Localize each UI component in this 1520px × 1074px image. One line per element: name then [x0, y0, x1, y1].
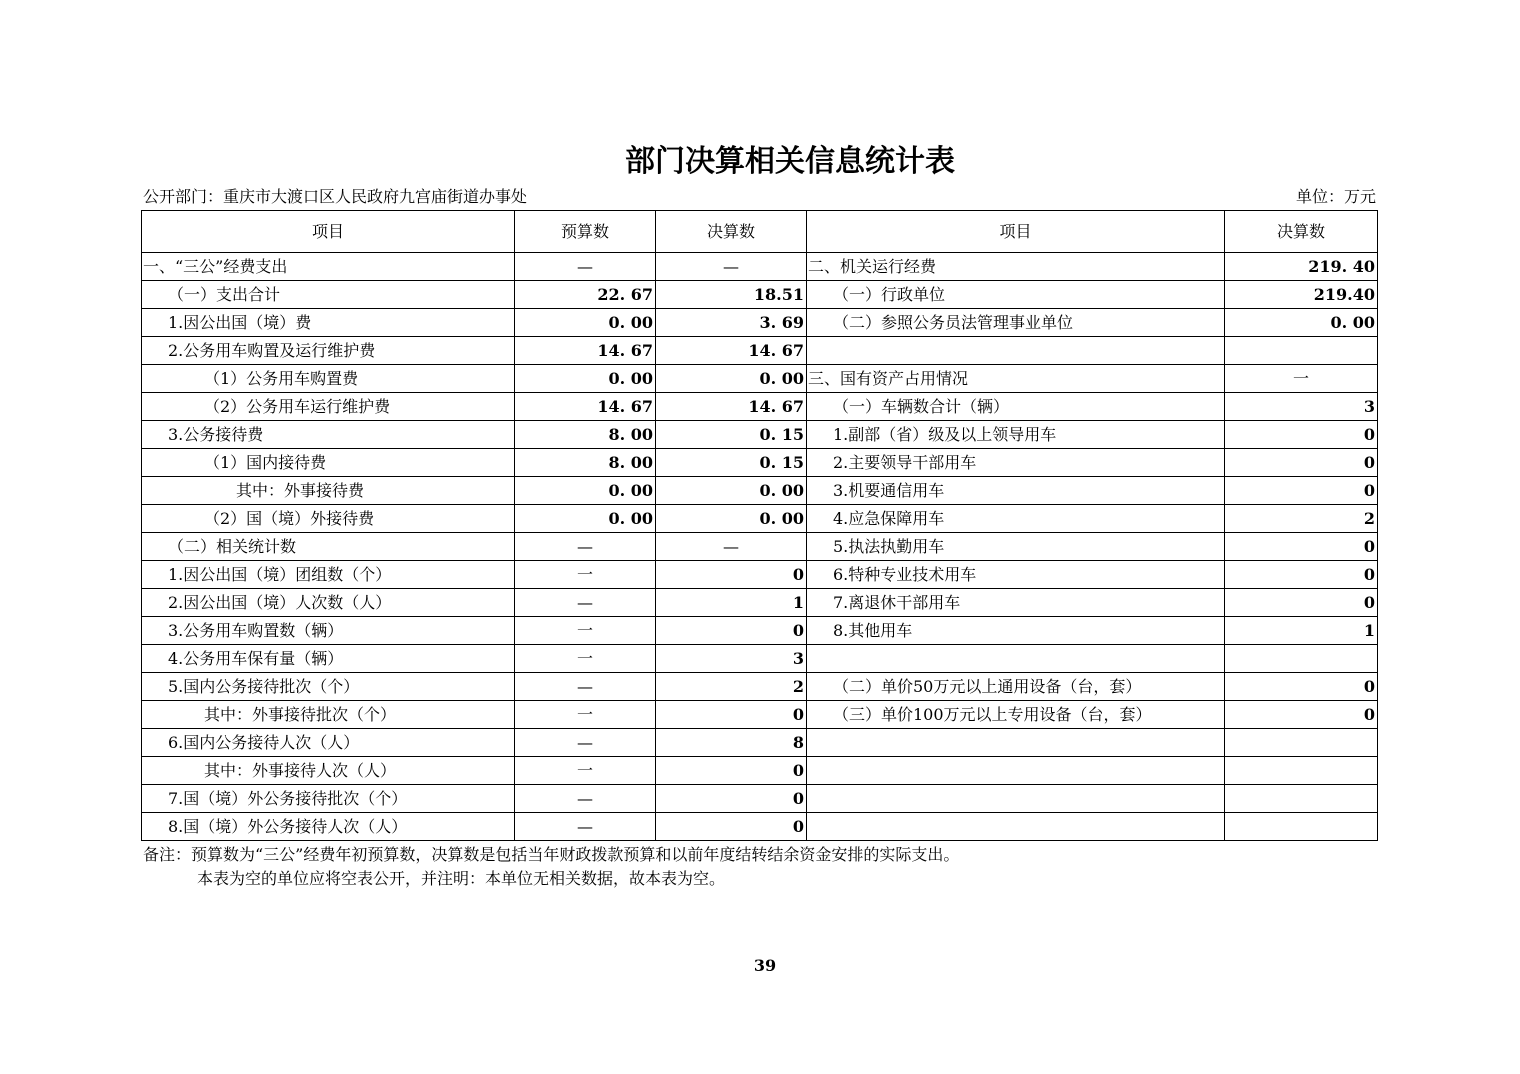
- table-row: [142, 253, 1378, 281]
- right-value-cell: 219. 40: [1225, 253, 1378, 281]
- budget-cell: 0. 00: [515, 505, 656, 533]
- budget-cell: —: [515, 533, 656, 561]
- left-item-cell: （一）支出合计: [142, 281, 515, 309]
- budget-cell: 一: [515, 561, 656, 589]
- table-row: [142, 477, 1378, 505]
- right-item-cell: [807, 813, 1225, 841]
- left-item-cell: 5.国内公务接待批次（个）: [142, 673, 515, 701]
- budget-cell: 0. 00: [515, 365, 656, 393]
- table-row: [142, 337, 1378, 365]
- right-item-cell: 2.主要领导干部用车: [807, 449, 1225, 477]
- right-value-cell: 0. 00: [1225, 309, 1378, 337]
- table-row: [142, 729, 1378, 757]
- left-item-cell: 6.国内公务接待人次（人）: [142, 729, 515, 757]
- final-cell: 0. 15: [656, 421, 807, 449]
- table-row: [142, 757, 1378, 785]
- final-cell: 1: [656, 589, 807, 617]
- right-item-cell: 7.离退休干部用车: [807, 589, 1225, 617]
- left-item-cell: 其中：外事接待批次（个）: [142, 701, 515, 729]
- right-value-cell: 0: [1225, 589, 1378, 617]
- right-value-cell: 219.40: [1225, 281, 1378, 309]
- right-item-cell: 5.执法执勤用车: [807, 533, 1225, 561]
- right-item-cell: 1.副部（省）级及以上领导用车: [807, 421, 1225, 449]
- table-row: [142, 701, 1378, 729]
- header-right-value: 决算数: [1225, 211, 1378, 253]
- right-item-cell: 8.其他用车: [807, 617, 1225, 645]
- right-value-cell: 0: [1225, 701, 1378, 729]
- final-cell: 3. 69: [656, 309, 807, 337]
- budget-cell: 22. 67: [515, 281, 656, 309]
- budget-cell: 0. 00: [515, 309, 656, 337]
- department-label: 公开部门：重庆市大渡口区人民政府九宫庙街道办事处: [143, 187, 528, 206]
- right-value-cell: 0: [1225, 561, 1378, 589]
- left-item-cell: 4.公务用车保有量（辆）: [142, 645, 515, 673]
- budget-cell: —: [515, 673, 656, 701]
- statistics-table: [141, 210, 1378, 841]
- left-item-cell: 2.因公出国（境）人次数（人）: [142, 589, 515, 617]
- unit-label: 单位：万元: [1295, 187, 1376, 206]
- header-final: 决算数: [656, 211, 807, 253]
- right-value-cell: 3: [1225, 393, 1378, 421]
- table-row: [142, 589, 1378, 617]
- final-cell: 3: [656, 645, 807, 673]
- budget-cell: —: [515, 729, 656, 757]
- right-item-cell: 4.应急保障用车: [807, 505, 1225, 533]
- left-item-cell: （2）公务用车运行维护费: [142, 393, 515, 421]
- left-item-cell: 2.公务用车购置及运行维护费: [142, 337, 515, 365]
- note-line: 本表为空的单位应将空表公开，并注明：本单位无相关数据，故本表为空。: [197, 869, 726, 888]
- table-row: [142, 393, 1378, 421]
- right-item-cell: （三）单价100万元以上专用设备（台，套）: [807, 701, 1225, 729]
- table-row: [142, 813, 1378, 841]
- table-row: [142, 365, 1378, 393]
- left-item-cell: 其中：外事接待人次（人）: [142, 757, 515, 785]
- left-item-cell: 3.公务用车购置数（辆）: [142, 617, 515, 645]
- header-left-item: 项目: [142, 211, 515, 253]
- right-value-cell: [1225, 337, 1378, 365]
- notes: [143, 843, 959, 891]
- left-item-cell: 8.国（境）外公务接待人次（人）: [142, 813, 515, 841]
- right-value-cell: [1225, 729, 1378, 757]
- right-item-cell: （二）参照公务员法管理事业单位: [807, 309, 1225, 337]
- budget-cell: —: [515, 253, 656, 281]
- right-item-cell: 二、机关运行经费: [807, 253, 1225, 281]
- budget-cell: —: [515, 785, 656, 813]
- table-row: [142, 281, 1378, 309]
- page-number: 39: [753, 956, 777, 975]
- right-value-cell: 0: [1225, 533, 1378, 561]
- final-cell: 0. 00: [656, 477, 807, 505]
- final-cell: 2: [656, 673, 807, 701]
- table-row: [142, 561, 1378, 589]
- table-row: [142, 505, 1378, 533]
- right-value-cell: 1: [1225, 617, 1378, 645]
- budget-cell: 8. 00: [515, 421, 656, 449]
- left-item-cell: （1）国内接待费: [142, 449, 515, 477]
- final-cell: 0: [656, 561, 807, 589]
- final-cell: 0: [656, 617, 807, 645]
- right-value-cell: 0: [1225, 477, 1378, 505]
- final-cell: 8: [656, 729, 807, 757]
- table-row: [142, 617, 1378, 645]
- final-cell: 14. 67: [656, 337, 807, 365]
- budget-cell: —: [515, 813, 656, 841]
- budget-cell: 0. 00: [515, 477, 656, 505]
- right-item-cell: [807, 729, 1225, 757]
- final-cell: 0: [656, 757, 807, 785]
- right-value-cell: 一: [1225, 365, 1378, 393]
- final-cell: 18.51: [656, 281, 807, 309]
- table-row: [142, 309, 1378, 337]
- final-cell: 0: [656, 701, 807, 729]
- left-item-cell: （1）公务用车购置费: [142, 365, 515, 393]
- table-row: [142, 421, 1378, 449]
- final-cell: 0. 00: [656, 365, 807, 393]
- budget-cell: 一: [515, 617, 656, 645]
- final-cell: 0: [656, 813, 807, 841]
- right-value-cell: [1225, 785, 1378, 813]
- final-cell: —: [656, 253, 807, 281]
- final-cell: —: [656, 533, 807, 561]
- right-value-cell: 0: [1225, 673, 1378, 701]
- right-item-cell: 三、国有资产占用情况: [807, 365, 1225, 393]
- header-budget: 预算数: [515, 211, 656, 253]
- right-value-cell: 0: [1225, 421, 1378, 449]
- right-item-cell: 3.机要通信用车: [807, 477, 1225, 505]
- budget-cell: —: [515, 589, 656, 617]
- table-row: [142, 533, 1378, 561]
- left-item-cell: 一、“三公”经费支出: [142, 253, 515, 281]
- right-value-cell: 0: [1225, 449, 1378, 477]
- table-row: [142, 673, 1378, 701]
- budget-cell: 一: [515, 757, 656, 785]
- right-value-cell: [1225, 757, 1378, 785]
- table-row: [142, 449, 1378, 477]
- right-item-cell: 6.特种专业技术用车: [807, 561, 1225, 589]
- table-row: [142, 785, 1378, 813]
- final-cell: 14. 67: [656, 393, 807, 421]
- budget-cell: 一: [515, 701, 656, 729]
- right-item-cell: [807, 757, 1225, 785]
- final-cell: 0. 15: [656, 449, 807, 477]
- left-item-cell: 3.公务接待费: [142, 421, 515, 449]
- note-line: 备注：预算数为“三公”经费年初预算数，决算数是包括当年财政拨款预算和以前年度结转结余资金安排的实际支出。: [143, 845, 960, 864]
- right-item-cell: [807, 337, 1225, 365]
- header-right-item: 项目: [807, 211, 1225, 253]
- left-item-cell: 1.因公出国（境）费: [142, 309, 515, 337]
- right-item-cell: （二）单价50万元以上通用设备（台，套）: [807, 673, 1225, 701]
- left-item-cell: （二）相关统计数: [142, 533, 515, 561]
- final-cell: 0: [656, 785, 807, 813]
- table-row: [142, 645, 1378, 673]
- right-value-cell: 2: [1225, 505, 1378, 533]
- right-value-cell: [1225, 645, 1378, 673]
- right-item-cell: （一）行政单位: [807, 281, 1225, 309]
- left-item-cell: 其中：外事接待费: [142, 477, 515, 505]
- budget-cell: 14. 67: [515, 393, 656, 421]
- budget-cell: 14. 67: [515, 337, 656, 365]
- left-item-cell: 1.因公出国（境）团组数（个）: [142, 561, 515, 589]
- right-item-cell: [807, 785, 1225, 813]
- page-title: 部门决算相关信息统计表: [625, 144, 955, 179]
- budget-cell: 8. 00: [515, 449, 656, 477]
- final-cell: 0. 00: [656, 505, 807, 533]
- left-item-cell: 7.国（境）外公务接待批次（个）: [142, 785, 515, 813]
- right-item-cell: [807, 645, 1225, 673]
- budget-cell: 一: [515, 645, 656, 673]
- right-item-cell: （一）车辆数合计（辆）: [807, 393, 1225, 421]
- table-header-row: [142, 211, 1378, 253]
- right-value-cell: [1225, 813, 1378, 841]
- left-item-cell: （2）国（境）外接待费: [142, 505, 515, 533]
